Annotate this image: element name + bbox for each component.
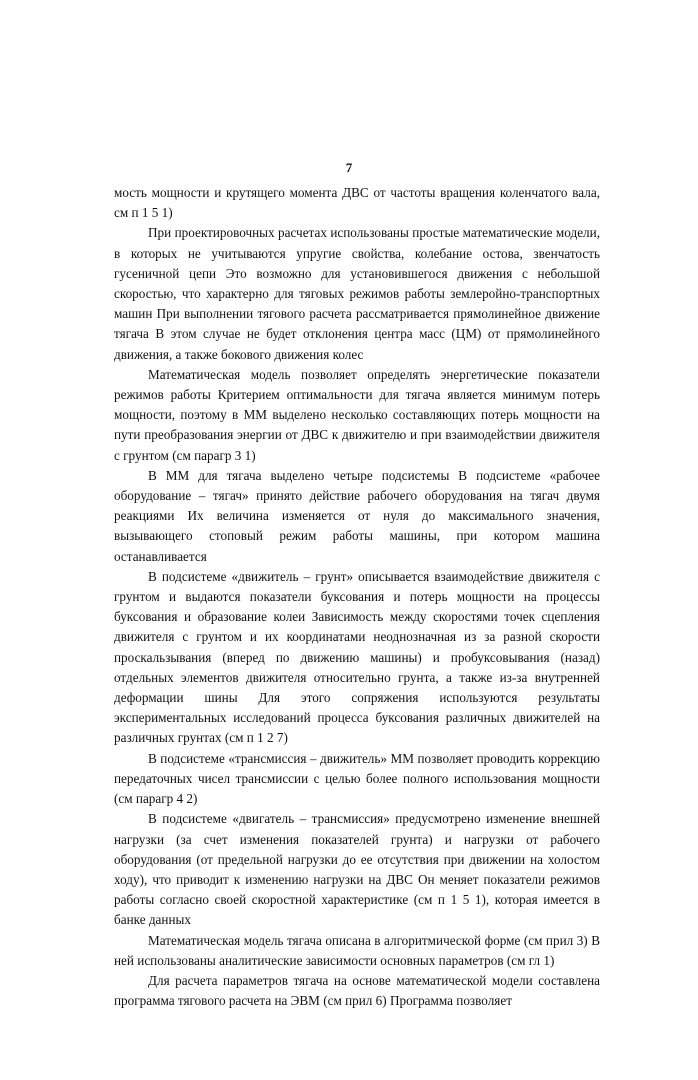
paragraph-transmission-propulsor: В подсистеме «трансмиссия – движитель» ММ позволяет проводить коррекцию передаточных чисел трансмиссии с целью более полного использования мощности (см парагр 4 2): [114, 750, 600, 807]
paragraph-propulsor-ground: В подсистеме «движитель – грунт» описывается взаимодействие движителя с грунтом и выдаются показатели буксования и потерь мощности на процессы буксования и образование колеи Зависимость между скоростями точек сцепления движителя с грунтом и их координатами неоднозначная из за разной скорости проскальзывания (вперед по движению машины) и пробуксовывания (назад) отдельных элементов движителя относительно грунта, а также из-за внутренней деформации шины Для этого сопряжения используются результаты экспериментальных исследований процесса буксования различных движителей на различных грунтах (см п 1 2 7): [114, 568, 600, 746]
paragraph-continuation: мость мощности и крутящего момента ДВС от частоты вращения коленчатого вала, см п 1 5 1): [114, 185, 600, 221]
page-number: 7: [345, 160, 353, 175]
paragraph-algorithmic-form: Математическая модель тягача описана в алгоритмической форме (см прил 3) В ней использованы аналитические зависимости основных параметров (см гл 1): [114, 932, 600, 968]
paragraph-engine-transmission: В подсистеме «двигатель – трансмиссия» предусмотрено изменение внешней нагрузки (за счет изменения показателей грунта) и нагрузки от рабочего оборудования (от предельной нагрузки до ее отсутствия при движении на холостом ходу), что приводит к изменению нагрузки на ДВС Он меняет показатели режимов работы согласно своей скоростной характеристике (см п 1 5 1), которая имеется в банке данных: [114, 811, 600, 928]
paragraph-design-calculations: При проектировочных расчетах использованы простые математические модели, в которых не учитываются упругие свойства, колебание остова, звенчатость гусеничной цепи Это возможно для установившегося движения с небольшой скоростью, что характерно для тяговых режимов работы землеройно-транспортных машин При выполнении тягового расчета рассматривается прямолинейное движение тягача В этом случае не будет отклонения центра масс (ЦМ) от прямолинейного движения, а также бокового движения колес: [114, 225, 600, 362]
paragraph-computer-program: Для расчета параметров тягача на основе математической модели составлена программа тягового расчета на ЭВМ (см прил 6) Программа позволяет: [114, 972, 600, 1009]
paragraph-math-model: Математическая модель позволяет определять энергетические показатели режимов работы Критерием оптимальности для тягача является минимум потерь мощности, поэтому в ММ выделено несколько составляющих потерь мощности на пути преобразования энергии от ДВС к движителю и при взаимодействии движителя с грунтом (см парагр 3 1): [114, 366, 600, 463]
body-text: [114, 183, 600, 1011]
paragraph-subsystems: В ММ для тягача выделено четыре подсистемы В подсистеме «рабочее оборудование – тягач» принято действие рабочего оборудования на тягач двумя реакциями Их величина изменяется от нуля до максимального значения, вызывающего стоповый режим работы машины, при котором машина останавливается: [114, 467, 600, 564]
